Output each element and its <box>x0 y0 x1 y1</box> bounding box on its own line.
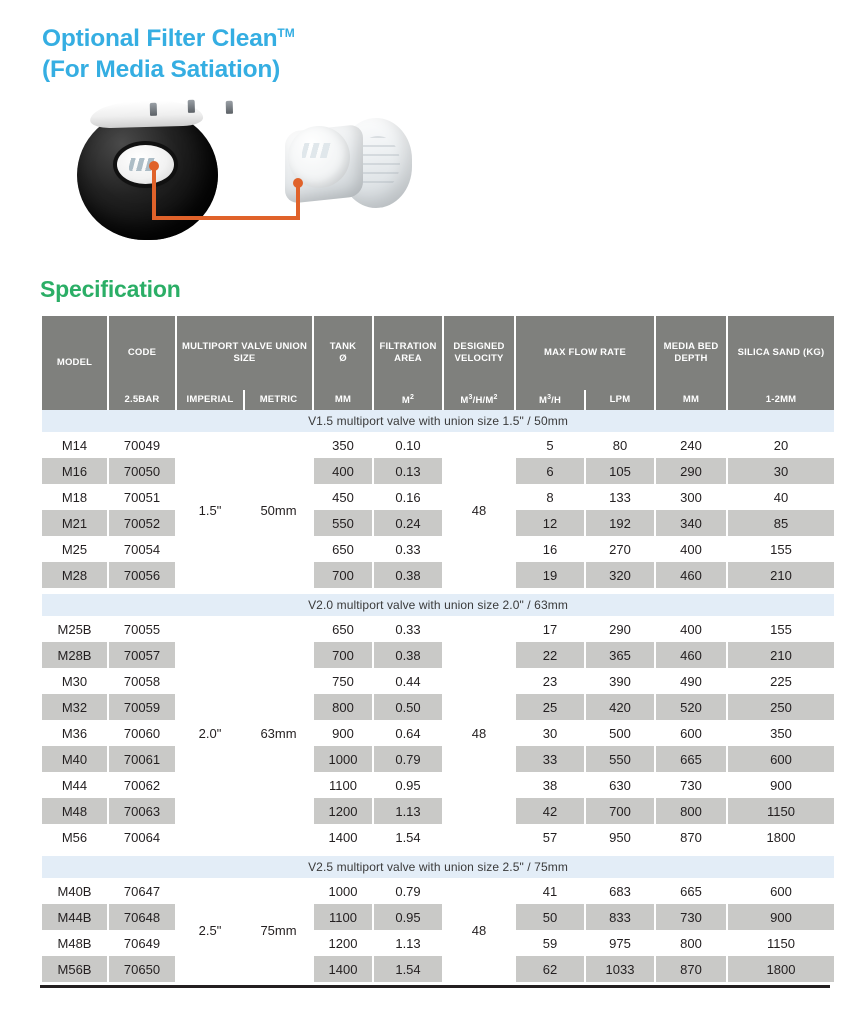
cell-media-bed-depth: 800 <box>656 798 726 824</box>
cell-media-bed-depth: 240 <box>680 437 702 453</box>
cell-filtration-area: 0.33 <box>395 541 421 557</box>
cell-max-flow-lpm: 80 <box>612 437 628 453</box>
cell-silica-sand: 210 <box>728 642 834 668</box>
cell-filtration-area: 0.33 <box>395 621 421 637</box>
cell-max-flow-lpm: 500 <box>609 725 631 741</box>
cell-model: M28 <box>42 562 107 588</box>
cell-max-flow-lpm: 630 <box>609 777 631 793</box>
cell-code: 70649 <box>123 935 161 951</box>
cell-max-flow-m3h: 59 <box>542 935 558 951</box>
table-row <box>42 720 834 746</box>
col-header-multiport-valve-union-size: MULTIPORT VALVE UNION SIZE <box>177 316 312 390</box>
cell-media-bed-depth: 520 <box>656 694 726 720</box>
cell-filtration-area: 1.54 <box>395 829 421 845</box>
specification-table <box>40 316 836 982</box>
table-row <box>42 562 834 588</box>
cell-max-flow-m3h: 30 <box>542 725 558 741</box>
cell-silica-sand: 1150 <box>767 935 795 951</box>
cell-code: 70050 <box>109 458 175 484</box>
cell-silica-sand: 225 <box>770 673 792 689</box>
cell-model: M44 <box>61 777 88 793</box>
cell-filtration-area: 1.13 <box>395 935 421 951</box>
unit-header-sand-grade: 1-2MM <box>728 390 834 410</box>
cell-code: 70650 <box>109 956 175 982</box>
cell-media-bed-depth: 460 <box>656 562 726 588</box>
cell-silica-sand: 1800 <box>728 956 834 982</box>
cell-max-flow-m3h: 33 <box>516 746 584 772</box>
cell-silica-sand: 600 <box>728 746 834 772</box>
cell-model: M36 <box>61 725 88 741</box>
cell-media-bed-depth: 490 <box>680 673 702 689</box>
table-row <box>42 616 834 642</box>
table-row <box>42 930 834 956</box>
cell-filtration-area: 0.38 <box>374 642 442 668</box>
cell-model: M25B <box>57 621 92 637</box>
cell-model: M18 <box>61 489 88 505</box>
cell-silica-sand: 30 <box>728 458 834 484</box>
table-row <box>42 536 834 562</box>
cell-code: 70058 <box>123 673 161 689</box>
cell-media-bed-depth: 730 <box>656 904 726 930</box>
cell-tank-diameter: 1000 <box>328 883 358 899</box>
cell-silica-sand: 350 <box>770 725 792 741</box>
col-header-model: MODEL <box>42 316 107 410</box>
cell-code: 70059 <box>109 694 175 720</box>
brand-mark-icon <box>302 143 340 158</box>
unit-header-flow-lpm: LPM <box>586 390 654 410</box>
cell-filtration-area: 0.44 <box>395 673 421 689</box>
cell-max-flow-lpm: 192 <box>586 510 654 536</box>
cell-model: M16 <box>42 458 107 484</box>
cell-silica-sand: 40 <box>773 489 789 505</box>
cell-model: M21 <box>42 510 107 536</box>
table-section-band <box>42 410 834 432</box>
cell-silica-sand: 600 <box>770 883 792 899</box>
cell-model: M14 <box>61 437 88 453</box>
page-title-text: Optional Filter Clean <box>42 25 278 53</box>
cell-tank-diameter: 1400 <box>314 956 372 982</box>
cell-model: M40B <box>57 883 92 899</box>
cell-max-flow-m3h: 8 <box>546 489 554 505</box>
cell-model: M30 <box>61 673 88 689</box>
col-header-silica-sand: SILICA SAND (KG) <box>728 316 834 390</box>
cell-filtration-area: 0.64 <box>395 725 421 741</box>
cell-imperial-size: 2.0" <box>177 616 243 850</box>
cell-silica-sand: 1150 <box>728 798 834 824</box>
cell-filtration-area: 0.95 <box>395 777 421 793</box>
cell-model: M25 <box>61 541 88 557</box>
cell-imperial-size: 1.5" <box>177 432 243 588</box>
table-header-row-top <box>42 316 834 390</box>
cell-filtration-area: 0.24 <box>374 510 442 536</box>
table-row <box>42 904 834 930</box>
table-section-band <box>42 856 834 878</box>
table-header-row-sub <box>42 390 834 410</box>
cell-media-bed-depth: 400 <box>680 541 702 557</box>
cell-max-flow-m3h: 50 <box>516 904 584 930</box>
cell-tank-diameter: 900 <box>332 725 354 741</box>
cell-designed-velocity: 48 <box>444 432 514 588</box>
page-title-line-1 <box>42 18 642 54</box>
cell-model: M48 <box>42 798 107 824</box>
cell-max-flow-lpm: 1033 <box>586 956 654 982</box>
table-section-band <box>42 594 834 616</box>
section-band-label: V2.0 multiport valve with union size 2.0" / 63mm <box>42 594 834 616</box>
cell-code: 70062 <box>123 777 161 793</box>
cell-max-flow-m3h: 23 <box>542 673 558 689</box>
cell-silica-sand: 155 <box>770 621 792 637</box>
cell-max-flow-lpm: 390 <box>609 673 631 689</box>
product-photo-figure <box>40 96 460 248</box>
unit-header-bed-mm: MM <box>656 390 726 410</box>
cell-silica-sand: 250 <box>728 694 834 720</box>
cell-max-flow-lpm: 105 <box>586 458 654 484</box>
table-row <box>42 458 834 484</box>
table-row <box>42 772 834 798</box>
cell-tank-diameter: 450 <box>332 489 354 505</box>
cell-tank-diameter: 750 <box>332 673 354 689</box>
tank-side-port-icon <box>117 145 174 184</box>
cell-media-bed-depth: 665 <box>680 883 702 899</box>
unit-header-tank-mm: MM <box>314 390 372 410</box>
cell-filtration-area: 0.79 <box>374 746 442 772</box>
cell-max-flow-lpm: 683 <box>609 883 631 899</box>
col-header-code: CODE <box>109 316 175 390</box>
table-row <box>42 668 834 694</box>
table-bottom-rule <box>40 985 830 988</box>
cell-model: M28B <box>42 642 107 668</box>
cell-max-flow-m3h: 19 <box>516 562 584 588</box>
cell-media-bed-depth: 730 <box>680 777 702 793</box>
cell-metric-size: 75mm <box>245 878 312 982</box>
cell-silica-sand: 900 <box>728 904 834 930</box>
cell-media-bed-depth: 870 <box>656 956 726 982</box>
table-row <box>42 824 834 850</box>
cell-designed-velocity: 48 <box>444 878 514 982</box>
callout-dot-icon <box>149 161 159 171</box>
table-row <box>42 642 834 668</box>
cell-max-flow-lpm: 950 <box>609 829 631 845</box>
cell-media-bed-depth: 600 <box>680 725 702 741</box>
cell-max-flow-lpm: 833 <box>586 904 654 930</box>
cell-code: 70052 <box>109 510 175 536</box>
cell-max-flow-lpm: 133 <box>609 489 631 505</box>
table-row <box>42 510 834 536</box>
cell-silica-sand: 155 <box>770 541 792 557</box>
cell-code: 70064 <box>123 829 161 845</box>
cell-filtration-area: 0.38 <box>374 562 442 588</box>
cell-tank-diameter: 650 <box>332 621 354 637</box>
cell-tank-diameter: 1100 <box>329 777 357 793</box>
cell-max-flow-m3h: 16 <box>542 541 558 557</box>
callout-dot-icon <box>293 178 303 188</box>
cell-silica-sand: 85 <box>728 510 834 536</box>
cell-code: 70055 <box>123 621 161 637</box>
cell-silica-sand: 1800 <box>766 829 796 845</box>
cell-model: M32 <box>42 694 107 720</box>
cell-filtration-area: 0.50 <box>374 694 442 720</box>
cell-max-flow-m3h: 6 <box>516 458 584 484</box>
cell-tank-diameter: 700 <box>314 562 372 588</box>
page-title <box>42 18 642 85</box>
cell-filtration-area: 0.95 <box>374 904 442 930</box>
unit-header-code: 2.5BAR <box>109 390 175 410</box>
cell-filtration-area: 1.13 <box>374 798 442 824</box>
trademark-symbol: TM <box>277 26 295 40</box>
cell-media-bed-depth: 800 <box>680 935 702 951</box>
cell-max-flow-lpm: 975 <box>609 935 631 951</box>
cell-max-flow-m3h: 42 <box>516 798 584 824</box>
table-row <box>42 956 834 982</box>
page-title-line-2: (For Media Satiation) <box>42 56 281 84</box>
cell-tank-diameter: 1000 <box>314 746 372 772</box>
cell-media-bed-depth: 665 <box>656 746 726 772</box>
tank-bolt-icon <box>188 100 195 113</box>
cell-media-bed-depth: 400 <box>680 621 702 637</box>
cell-code: 70057 <box>109 642 175 668</box>
col-header-filtration-area: FILTRATION AREA <box>374 316 442 390</box>
unit-header-imperial: IMPERIAL <box>177 390 243 410</box>
col-header-media-bed-depth: MEDIA BED DEPTH <box>656 316 726 390</box>
unit-header-velocity: $M^3/H/M^2$ <box>444 390 514 410</box>
callout-leader-line <box>152 166 156 220</box>
table-header <box>42 316 834 410</box>
cell-media-bed-depth: 870 <box>680 829 702 845</box>
section-band-label: V1.5 multiport valve with union size 1.5" / 50mm <box>42 410 834 432</box>
tank-lid-icon <box>90 100 204 129</box>
cell-max-flow-m3h: 5 <box>546 437 554 453</box>
cell-max-flow-lpm: 365 <box>586 642 654 668</box>
cell-max-flow-lpm: 320 <box>586 562 654 588</box>
cell-imperial-size: 2.5" <box>177 878 243 982</box>
unit-header-metric: METRIC <box>245 390 312 410</box>
cell-code: 70647 <box>123 883 161 899</box>
cell-max-flow-m3h: 25 <box>516 694 584 720</box>
cell-code: 70049 <box>123 437 161 453</box>
cell-media-bed-depth: 460 <box>656 642 726 668</box>
cell-model: M56B <box>42 956 107 982</box>
cell-tank-diameter: 800 <box>314 694 372 720</box>
tank-bolt-icon <box>226 101 233 114</box>
cell-filtration-area: 0.13 <box>374 458 442 484</box>
cell-filtration-area: 0.16 <box>395 489 421 505</box>
cell-max-flow-lpm: 700 <box>586 798 654 824</box>
cell-tank-diameter: 1200 <box>314 798 372 824</box>
cell-tank-diameter: 1100 <box>314 904 372 930</box>
unit-header-flow-m3h: $M^3/H$ <box>516 390 584 410</box>
cell-max-flow-m3h: 12 <box>516 510 584 536</box>
cell-media-bed-depth: 300 <box>680 489 702 505</box>
col-header-tank-diameter: TANK Ø <box>314 316 372 390</box>
col-header-designed-velocity: DESIGNED VELOCITY <box>444 316 514 390</box>
tank-bolt-icon <box>150 103 157 116</box>
section-band-label: V2.5 multiport valve with union size 2.5" / 75mm <box>42 856 834 878</box>
cell-max-flow-lpm: 420 <box>586 694 654 720</box>
cell-tank-diameter: 350 <box>332 437 354 453</box>
cell-filtration-area: 1.54 <box>374 956 442 982</box>
cell-tank-diameter: 400 <box>314 458 372 484</box>
cell-model: M56 <box>61 829 88 845</box>
cell-silica-sand: 20 <box>773 437 789 453</box>
cell-tank-diameter: 1200 <box>328 935 358 951</box>
cell-max-flow-lpm: 290 <box>609 621 631 637</box>
cell-silica-sand: 210 <box>728 562 834 588</box>
cell-model: M44B <box>42 904 107 930</box>
cell-tank-diameter: 550 <box>314 510 372 536</box>
cell-max-flow-m3h: 41 <box>542 883 558 899</box>
cell-code: 70054 <box>123 541 161 557</box>
cell-media-bed-depth: 340 <box>656 510 726 536</box>
cell-max-flow-m3h: 17 <box>542 621 558 637</box>
cell-metric-size: 63mm <box>245 616 312 850</box>
cell-code: 70063 <box>109 798 175 824</box>
unit-header-area-m2: $M^2$ <box>374 390 442 410</box>
specification-heading: Specification <box>40 276 181 302</box>
cell-max-flow-m3h: 38 <box>542 777 558 793</box>
cell-filtration-area: 0.79 <box>395 883 421 899</box>
table-row <box>42 484 834 510</box>
cell-code: 70051 <box>123 489 161 505</box>
cell-designed-velocity: 48 <box>444 616 514 850</box>
cell-silica-sand: 900 <box>770 777 792 793</box>
table-body <box>42 410 834 982</box>
cell-metric-size: 50mm <box>245 432 312 588</box>
cell-max-flow-m3h: 62 <box>516 956 584 982</box>
table-row <box>42 694 834 720</box>
cell-model: M48B <box>57 935 92 951</box>
cell-model: M40 <box>42 746 107 772</box>
cell-max-flow-lpm: 550 <box>586 746 654 772</box>
table-row <box>42 878 834 904</box>
cell-code: 70060 <box>123 725 161 741</box>
cell-code: 70056 <box>109 562 175 588</box>
cell-code: 70061 <box>109 746 175 772</box>
cell-media-bed-depth: 290 <box>656 458 726 484</box>
cell-tank-diameter: 1400 <box>328 829 358 845</box>
cell-max-flow-lpm: 270 <box>609 541 631 557</box>
cell-max-flow-m3h: 57 <box>542 829 558 845</box>
cell-filtration-area: 0.10 <box>395 437 421 453</box>
callout-leader-line <box>152 216 300 220</box>
col-header-max-flow-rate: MAX FLOW RATE <box>516 316 654 390</box>
cell-tank-diameter: 650 <box>332 541 354 557</box>
table-row <box>42 432 834 458</box>
cell-tank-diameter: 700 <box>314 642 372 668</box>
cell-max-flow-m3h: 22 <box>516 642 584 668</box>
cell-code: 70648 <box>109 904 175 930</box>
table-row <box>42 746 834 772</box>
table-row <box>42 798 834 824</box>
